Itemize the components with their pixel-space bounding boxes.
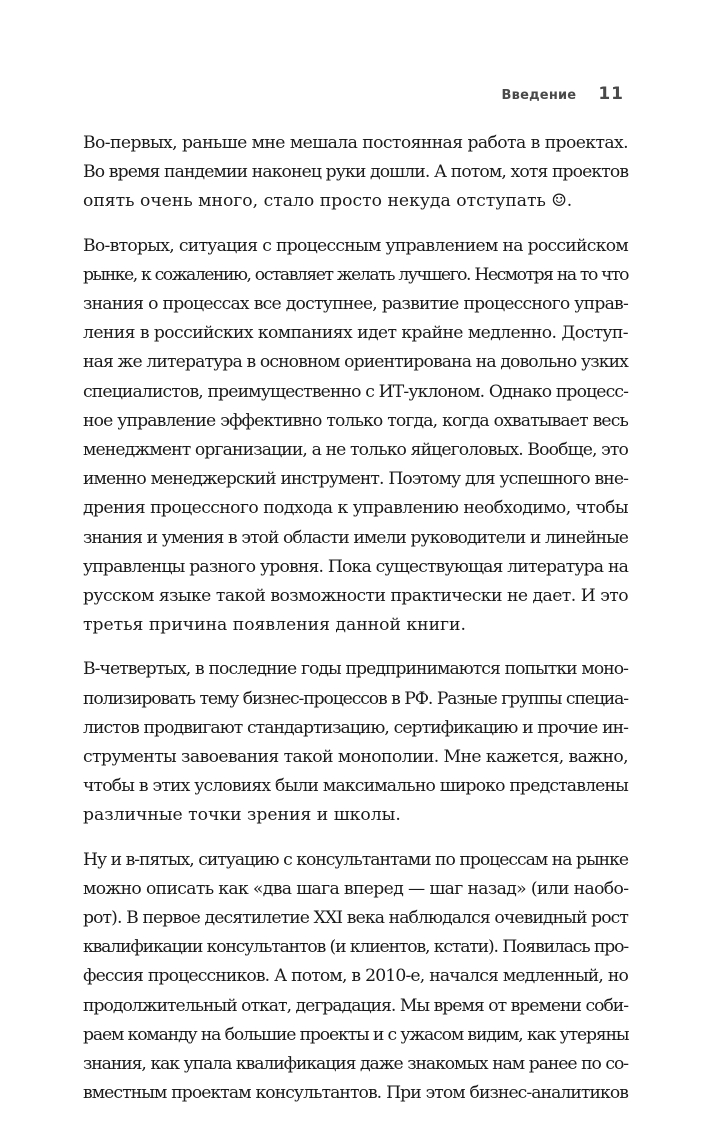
text-line: менеджмент организации, а не только яйцеголовых. Вообще, это [83,440,629,461]
text-line: ления в российских компаниях идет крайне медленно. Доступ- [83,323,628,344]
text-line: специалистов, преимущественно с ИТ-уклоном. Однако процесс- [83,381,629,402]
text-line: Ну и в-пятых, ситуацию с консультантами по процессам на рынке [83,849,628,870]
page-number: 11 [598,84,624,104]
text-line: вместным проектам консультантов. При этом бизнес-аналитиков [83,1083,628,1104]
text-line: ная же литература в основном ориентирована на довольно узких [83,352,628,373]
paragraph-1 [83,129,628,217]
text-line: ное управление эффективно только тогда, когда охватывает весь [83,410,628,431]
text-line: полизировать тему бизнес-процессов в РФ. Разные группы специа- [83,688,628,709]
body-text [83,129,628,1124]
text-line: раем команду на большие проекты и с ужасом видим, как утеряны [83,1024,629,1045]
text-line: листов продвигают стандартизацию, сертификацию и прочие ин- [83,717,628,738]
text-line: квалификации консультантов (и клиентов, кстати). Появилась про- [83,937,628,958]
text-line: знания о процессах все доступнее, развитие процессного управ- [83,294,628,315]
paragraph-3 [83,655,628,830]
text-line: Во-вторых, ситуация с процессным управлением на российском [83,235,628,256]
text-line: различные точки зрения и школы. [83,805,401,826]
text-line: дрения процессного подхода к управлению необходимо, чтобы [83,498,628,519]
text-line: знания и умения в этой области имели руководители и линейные [83,527,628,548]
text-line: знания, как упала квалификация даже знакомых нам ранее по со- [83,1054,628,1075]
text-line: струменты завоевания такой монополии. Мне кажется, важно, [83,747,628,768]
text-line: именно менеджерский инструмент. Поэтому для успешного вне- [83,469,628,490]
section-title: Введение [501,88,577,103]
text-line: продолжительный откат, деградация. Мы время от времени соби- [83,995,629,1016]
text-line: чтобы в этих условиях были максимально широко представлены [83,776,628,797]
text-line: третья причина появления данной книги. [83,615,466,636]
text-line: опять очень много, стало просто некуда отступать ☺. [83,191,573,212]
text-line: рот). В первое десятилетие XXI века наблюдался очевидный рост [83,908,628,929]
text-line: В-четвертых, в последние годы предпринимаются попытки моно- [83,659,628,680]
text-line: русском языке такой возможности практически не дает. И это [83,586,628,607]
text-line: управленцы разного уровня. Пока существующая литература на [83,556,628,577]
text-line: Во-первых, раньше мне мешала постоянная работа в проектах. [83,133,628,153]
running-head [502,84,624,104]
text-line: рынке, к сожалению, оставляет желать лучшего. Несмотря на то что [83,264,628,285]
text-line: Во время пандемии наконец руки дошли. А потом, хотя проектов [83,162,629,183]
text-line: можно описать как «два шага вперед — шаг назад» (или наобо- [83,878,629,899]
paragraph-4 [83,846,628,1109]
paragraph-2 [83,232,628,641]
text-line: фессия процессников. А потом, в 2010-е, начался медленный, но [83,966,628,987]
